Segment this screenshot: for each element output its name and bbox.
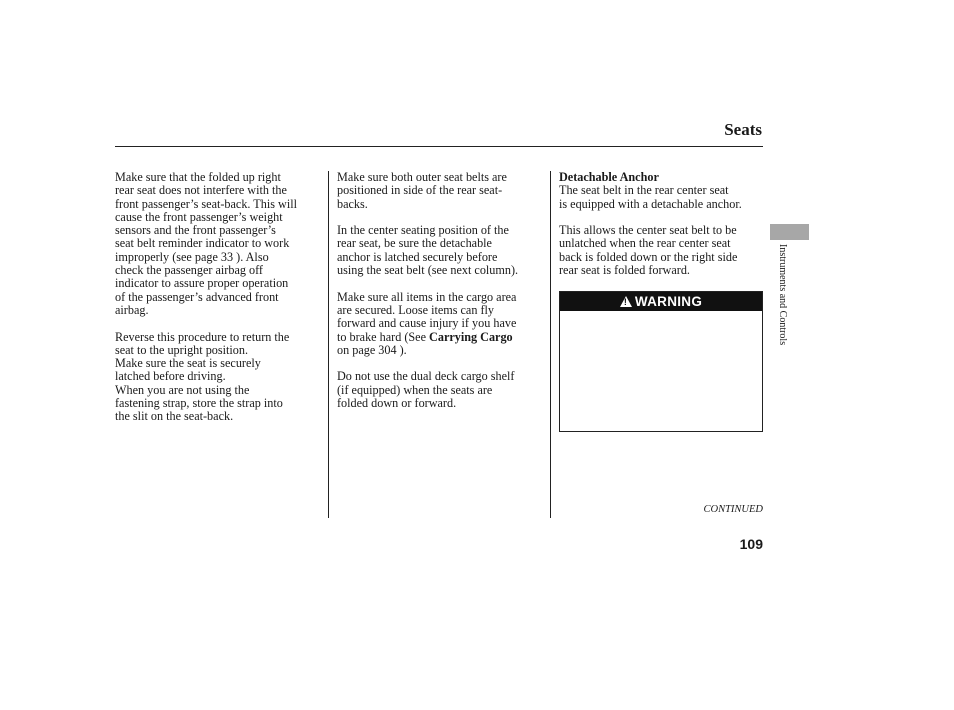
text-line: anchor is latched securely before	[337, 249, 498, 264]
text-line: back is folded down or the right side	[559, 249, 738, 264]
text-line: latched before driving.	[115, 369, 226, 384]
section-heading: Detachable Anchor	[559, 170, 659, 184]
text-line	[337, 331, 545, 344]
text-line: Make sure that the folded up right	[115, 170, 281, 184]
text-line: is equipped with a detachable anchor.	[559, 196, 742, 211]
text-line: Do not use the dual deck cargo shelf	[337, 369, 515, 384]
column-3	[559, 171, 765, 277]
text-line: fastening strap, store the strap into	[115, 396, 283, 411]
text-line: seat belt reminder indicator to work	[115, 236, 290, 251]
warning-header	[560, 292, 762, 311]
text-line: Make sure all items in the cargo area	[337, 289, 517, 304]
section-tab	[770, 224, 809, 240]
text-line: front passenger’s seat-back. This will	[115, 196, 297, 211]
text-line: on page 304 ).	[337, 342, 407, 357]
text-line: seat to the upright position.	[115, 342, 249, 357]
text-line: indicator to assure proper operation	[115, 276, 289, 291]
warning-triangle-icon	[620, 296, 632, 307]
text-line: rear seat is folded forward.	[559, 263, 690, 278]
text-line: of the passenger’s advanced front	[115, 289, 279, 304]
text-line: rear seat does not interfere with the	[115, 183, 287, 198]
column-divider	[550, 171, 551, 518]
section-side-label: Instruments and Controls	[777, 244, 788, 346]
continued-label: CONTINUED	[703, 504, 763, 515]
text-line: The seat belt in the rear center seat	[559, 183, 729, 198]
text-line: cause the front passenger’s weight	[115, 209, 283, 224]
page-number: 109	[739, 536, 763, 552]
text-line: rear seat, be sure the detachable	[337, 236, 492, 251]
text-line: (if equipped) when the seats are	[337, 382, 493, 397]
text-line: Make sure the seat is securely	[115, 356, 261, 371]
column-divider	[328, 171, 329, 518]
text-line: check the passenger airbag off	[115, 263, 263, 278]
text-line: airbag.	[115, 302, 149, 317]
text-line: improperly (see page 33 ). Also	[115, 249, 269, 264]
text-line: In the center seating position of the	[337, 223, 509, 238]
page-title: Seats	[724, 120, 762, 139]
column-1	[115, 171, 323, 424]
text-line: unlatched when the rear center seat	[559, 236, 731, 251]
text-line: sensors and the front passenger’s	[115, 223, 276, 238]
cross-reference-link[interactable]: Carrying Cargo	[429, 329, 513, 344]
text-line: forward and cause injury if you have	[337, 316, 517, 331]
text-line: This allows the center seat belt to be	[559, 223, 737, 238]
text-line: Make sure both outer seat belts are	[337, 170, 507, 184]
text-line: folded down or forward.	[337, 396, 457, 411]
text-span: to brake hard (See	[337, 329, 430, 344]
text-line: When you are not using the	[115, 382, 250, 397]
text-line: backs.	[337, 196, 368, 211]
header-rule	[115, 146, 763, 147]
text-line: are secured. Loose items can fly	[337, 302, 495, 317]
text-line: the slit on the seat-back.	[115, 409, 234, 424]
text-line: using the seat belt (see next column).	[337, 263, 519, 278]
text-line: Reverse this procedure to return the	[115, 329, 290, 344]
text-line: positioned in side of the rear seat-	[337, 183, 503, 198]
warning-label: WARNING	[634, 294, 703, 309]
warning-box	[559, 291, 763, 432]
column-2	[337, 171, 545, 410]
